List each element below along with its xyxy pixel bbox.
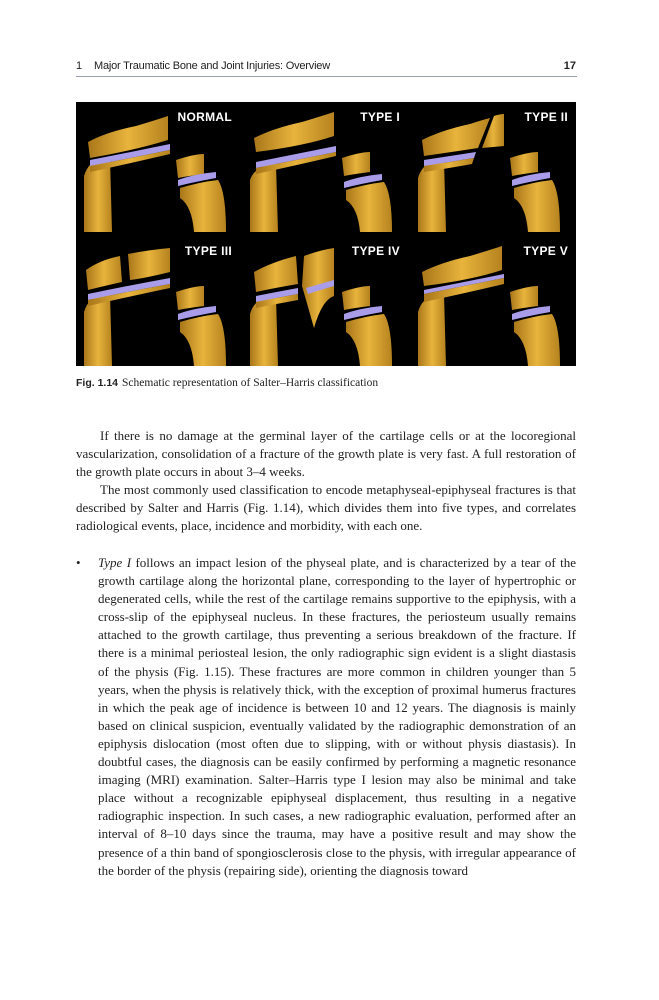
panel-type-3 [76,236,240,366]
salter-harris-figure [76,102,576,366]
header-rule [76,76,577,77]
panel-label-type-1: TYPE I [360,110,400,124]
running-head [76,60,576,76]
panel-type-1 [244,102,408,232]
panel-label-type-4: TYPE IV [351,244,400,258]
figure-caption [76,377,576,389]
bullet-body: follows an impact lesion of the physeal plate, and is characterized by a tear of the growth cartilage along the horizontal plane, corresponding to the layer of hypertrophic or degenerated cells, while the rest of the cartilage remains supportive to the epiphysis, with a cross-slip of the epiphyseal nucleus. In these fractures, the periosteum usually remains attached to the growth cartilage, thus preventing a serious breakdown of the fracture. If there is a minimal periosteal lesion, the only radiographic sign evident is a slight diastasis of the physis (Fig. 1.15). These fractures are more common in children younger than 5 years, when the physis is relatively thick, with the exception of proximal humerus fractures in which the peak age of incidence is between 10 and 12 years. The diagnosis is mainly based on clinical suspicion, eventually validated by the radiographic demonstration of an epiphysis dislocation (most often due to slipping, with or without physis diastasis). In doubtful cases, the diagnosis can be easily confirmed by performing a magnetic resonance imaging (MRI) examination. Salter–Harris type I lesion may also be minimal and take place without a recognizable epiphyseal displacement, thus resulting in a negative radiographic inspection. In such cases, a new radiographic evaluation, performed after an interval of 8–10 days since the trauma, may have a positive result and may show the presence of a thin band of spongiosclerosis close to the physis, with irregular appearance of the border of the physis (repairing side), orienting the diagnosis toward [98,555,577,878]
paragraph-2: The most commonly used classification to encode metaphyseal-epiphyseal fractures is that described by Salter and Harris (Fig. 1.14), which divides them into five types, and correlates radiological events, place, incidence and morbidity, with each one. [76,482,576,534]
panel-type-2 [412,102,576,232]
panel-label-type-2: TYPE II [524,110,568,124]
bullet-marker: • [76,555,81,570]
caption-label: Fig. 1.14 [76,377,119,389]
panel-label-normal: NORMAL [177,110,232,124]
paragraph-1: If there is no damage at the germinal layer of the cartilage cells or at the locoregional vascularization, consolidation of a fracture of the growth plate is very fast. A full restoration of the growth plate occurs in about 3–4 weeks. [76,428,576,480]
bullet-item-type-1 [98,554,576,880]
panel-label-type-5: TYPE V [523,244,568,258]
chapter-number: 1 [76,60,83,72]
panel-type-4 [244,236,408,366]
chapter-title: Major Traumatic Bone and Joint Injuries: Overview [94,60,330,72]
panel-normal [76,102,240,232]
bullet-lead-term: Type I [98,555,132,570]
page-number: 17 [563,60,576,72]
caption-text: Schematic representation of Salter–Harris classification [122,377,379,389]
panel-type-5 [412,236,576,366]
panel-label-type-3: TYPE III [184,244,232,258]
